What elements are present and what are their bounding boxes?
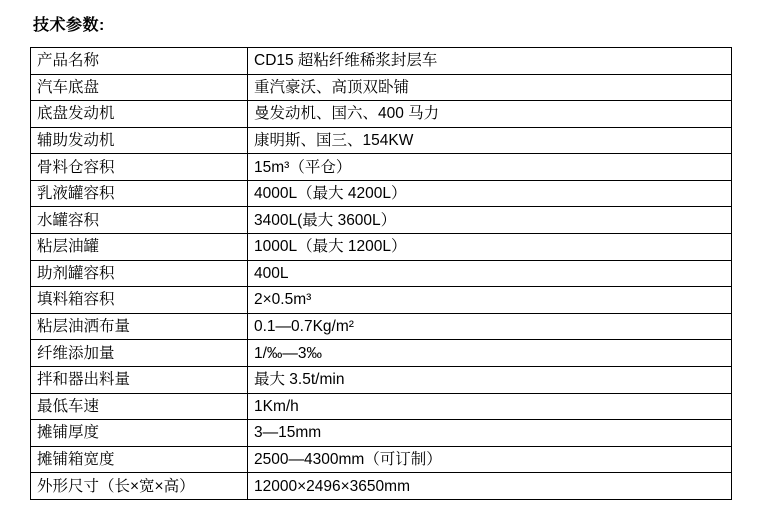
table-row: [31, 340, 732, 367]
table-row: [31, 101, 732, 128]
table-row: [31, 207, 732, 234]
table-row: [31, 420, 732, 447]
table-row: [31, 287, 732, 314]
spec-label-cell: 汽车底盘: [31, 74, 248, 101]
spec-label-cell: 最低车速: [31, 393, 248, 420]
spec-label-cell: 摊铺厚度: [31, 420, 248, 447]
spec-value-cell: 最大 3.5t/min: [248, 366, 732, 393]
spec-label-cell: 辅助发动机: [31, 127, 248, 154]
spec-value-cell: 康明斯、国三、154KW: [248, 127, 732, 154]
spec-label-cell: 纤维添加量: [31, 340, 248, 367]
spec-label-cell: 产品名称: [31, 48, 248, 75]
spec-value-cell: 1000L（最大 1200L）: [248, 234, 732, 261]
table-row: [31, 473, 732, 500]
spec-label-cell: 粘层油罐: [31, 234, 248, 261]
table-row: [31, 446, 732, 473]
spec-value-cell: 曼发动机、国六、400 马力: [248, 101, 732, 128]
spec-value-cell: CD15 超粘纤维稀浆封层车: [248, 48, 732, 75]
table-row: [31, 313, 732, 340]
spec-value-cell: 2500—4300mm（可订制）: [248, 446, 732, 473]
spec-label-cell: 外形尺寸（长×宽×高）: [31, 473, 248, 500]
table-row: [31, 260, 732, 287]
table-row: [31, 74, 732, 101]
table-row: [31, 393, 732, 420]
spec-value-cell: 12000×2496×3650mm: [248, 473, 732, 500]
spec-label-cell: 乳液罐容积: [31, 180, 248, 207]
spec-value-cell: 1/‰—3‰: [248, 340, 732, 367]
table-row: [31, 48, 732, 75]
spec-label-cell: 摊铺箱宽度: [31, 446, 248, 473]
spec-value-cell: 4000L（最大 4200L）: [248, 180, 732, 207]
page-title: 技术参数:: [33, 17, 105, 34]
spec-value-cell: 0.1—0.7Kg/m²: [248, 313, 732, 340]
spec-label-cell: 骨料仓容积: [31, 154, 248, 181]
spec-label-cell: 粘层油洒布量: [31, 313, 248, 340]
spec-value-cell: 3—15mm: [248, 420, 732, 447]
spec-label-cell: 填料箱容积: [31, 287, 248, 314]
spec-label-cell: 底盘发动机: [31, 101, 248, 128]
spec-value-cell: 400L: [248, 260, 732, 287]
table-row: [31, 234, 732, 261]
table-row: [31, 127, 732, 154]
spec-label-cell: 助剂罐容积: [31, 260, 248, 287]
table-row: [31, 180, 732, 207]
spec-value-cell: 3400L(最大 3600L）: [248, 207, 732, 234]
spec-label-cell: 拌和器出料量: [31, 366, 248, 393]
spec-table: [30, 47, 732, 500]
table-row: [31, 154, 732, 181]
spec-value-cell: 1Km/h: [248, 393, 732, 420]
spec-label-cell: 水罐容积: [31, 207, 248, 234]
table-row: [31, 366, 732, 393]
spec-value-cell: 15m³（平仓）: [248, 154, 732, 181]
spec-value-cell: 2×0.5m³: [248, 287, 732, 314]
spec-value-cell: 重汽豪沃、高顶双卧铺: [248, 74, 732, 101]
